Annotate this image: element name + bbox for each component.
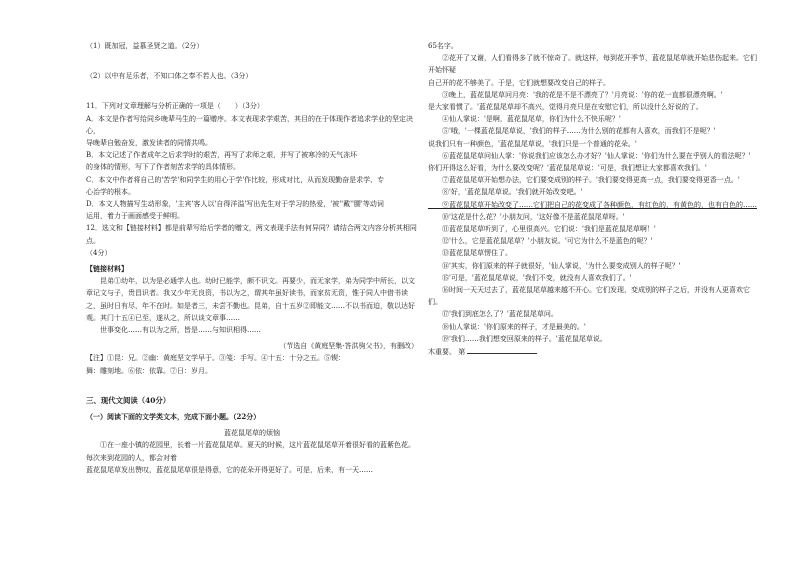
- story-paragraph: 蓝花鼠尾草发出赞叹，蓝花鼠尾草很是得意，它的花朵开得更好了。可是，后来，有一天……: [86, 465, 373, 474]
- story-paragraph-final: [428, 345, 760, 358]
- story-paragraph: ④仙人掌说：'是啊，蓝花鼠尾草，你们为什么不快乐呢？': [428, 115, 621, 124]
- q11-option: 的身体的情形，写下了作者刻苦求学的具体情形。: [86, 163, 240, 172]
- q11-option: 运用，着力于画面感受于鲜明。: [86, 212, 184, 221]
- annotation-note: 舞：雕刻地。⑥依：依靠。⑦日：岁月。: [86, 366, 212, 375]
- link-material-body: 世事变化……有以为之所，皆是……与知识相得……: [86, 326, 261, 335]
- translation-item-1: （1）既加冠，益慕圣贤之道。（2分）: [86, 42, 204, 50]
- story-paragraph: ⑤'哦，'一棵蓝花鼠尾草说，'我们的样子……为什么别的花都有人喜欢，而我们不是呢？': [428, 127, 716, 136]
- story-paragraph: 65名字。: [428, 42, 458, 50]
- story-paragraph: ③晚上，蓝花鼠尾草问月亮：'我的花是不是不漂亮了？'月亮说：'你的花一直都很漂亮啊。': [428, 90, 723, 99]
- story-paragraph: ①在一座小镇的花园里，长着一片蓝花鼠尾草。夏天的时候，这片蓝花鼠尾草开着很好看的蓝紫色花。每次来到花园的人，都会对着: [86, 441, 415, 462]
- translation-item-2: （2）以中有足乐者，不知口体之奉不若人也。（3分）: [86, 72, 253, 81]
- q11-option: 心治学的根本。: [86, 187, 135, 196]
- link-material-source: （节选自《黄庭坚集·答洪驹父书》，有删改）: [279, 342, 418, 351]
- q11-option: B．本文记述了作者成年之后求学时的艰苦，再写了求师之艰，并写了被寒冷的天气冻坏: [86, 151, 358, 160]
- story-paragraph-underlined: ⑨蓝花鼠尾草开始改变了……它们把自己的花变成了各种颜色，有红色的，有黄色的，也有白色的……: [428, 200, 757, 209]
- story-paragraph: ⑯时间一天天过去了，蓝花鼠尾草越来越不开心。它们发现，变成别的样子之后，并没有人更喜欢它们。: [428, 286, 750, 307]
- q12-score: （4分）: [86, 248, 112, 257]
- story-paragraph: 你们开得这么好看，为什么要改变呢？'蓝花鼠尾草说：'可是，我们想让大家都喜欢我们。': [428, 164, 707, 173]
- section-3-heading: 三、现代文阅读（40分）: [86, 395, 171, 405]
- q11-option: A．本文是作者写给同乡晚辈马生的一篇赠序。本文表现求学艰苦，其目的在于体现作者追求学业的坚定决心，: [86, 114, 414, 135]
- blank-prefix: 第: [458, 348, 466, 357]
- story-paragraph: ⑥蓝花鼠尾草问仙人掌：'你说我们应该怎么办才好？'仙人掌说：'你们为什么要在乎别人的看法呢？': [428, 151, 751, 160]
- story-paragraph: ⑩'这花是什么花？'小朋友问，'这好像不是蓝花鼠尾草呀。': [428, 212, 625, 221]
- q12-stem: 12．选文和【链接材料】都是前辈写给后学者的赠文，两文表现手法有何异同？请结合两文内容分析其相同点。: [86, 224, 417, 245]
- story-paragraph: ⑬蓝花鼠尾草愣住了。: [428, 249, 512, 258]
- answer-blank[interactable]: [467, 345, 537, 354]
- story-title: 蓝花鼠尾草的烦恼: [224, 429, 280, 438]
- story-paragraph: 说我们只有一种颜色，'蓝花鼠尾草说，'我们只是一个普通的花朵。': [428, 139, 637, 148]
- q11-option: D．本文人物描写生动形象，'主宾'客人以'自得洋溢'写出先生对于学习的热爱，'被''戴''腰'等动词: [86, 200, 384, 209]
- story-paragraph: ⑰'我们到底怎么了？'蓝花鼠尾草问。: [428, 310, 558, 319]
- story-paragraph: ⑲'我们……我们想变回原来的样子。'蓝花鼠尾草说。: [428, 334, 607, 343]
- story-paragraph: ⑦蓝花鼠尾草开始想办法，它们要变成别的样子。'我们要变得更高一点，我们要变得更香一点。': [428, 176, 740, 185]
- left-column: [86, 40, 418, 476]
- subsection-1-heading: （一）阅读下面的文学类文本，完成下面小题。（22分）: [86, 412, 261, 422]
- story-paragraph: 是大家看惯了。'蓝花鼠尾草却不高兴，觉得月亮只是在安慰它们，所以没什么好说的了。: [428, 103, 703, 112]
- story-paragraph: ⑭'其实，你们原来的样子就很好，'仙人掌说，'为什么要变成别人的样子呢？': [428, 261, 681, 270]
- annotation-note: 【注】①昆：兄。②幽：黄庭坚文学早于。③笺：手写。④十五：十分之五。⑤锲：: [86, 354, 345, 363]
- story-paragraph: ⑪蓝花鼠尾草听到了，心里很高兴。它们说：'我们是蓝花鼠尾草啊！': [428, 225, 656, 234]
- story-paragraph: ②花开了又谢，人们看得多了就不惊奇了。就这样，每到花开季节，蓝花鼠尾草就开始悲伤起来。它们开始怀疑: [428, 54, 757, 75]
- link-material-title: 【链接材料】: [86, 264, 128, 274]
- story-paragraph: ⑱仙人掌说：'你们原来的样子，才是最美的。': [428, 322, 586, 331]
- link-material-body: 昆弟①幼年，以为是必通学人也。幼时已能学，颇不识文。再要少，而无家学，弟为同学中所长，以文章记文与子，贵昌识者。我又少年无良资，书以为之，谓其年虽好读书，而家贫无资，惟于同人中借书读之，虽时日有尽，年不在时。如是者三，未尝不勤也。昆弟，自十五岁②即能文……不以书而迫，敬以达好观。其门十五④已至，遂从之，所以谈文章事……: [86, 277, 415, 322]
- right-column: [428, 40, 760, 358]
- q11-stem: 11．下列对文章理解与分析正确的一项是（ ）（3分）: [86, 102, 264, 111]
- story-paragraph: 自己开的花不够美了。于是，它们就想要改变自己的样子。: [428, 78, 610, 87]
- q11-option: 导晚辈自勉奋发，激发读者的同情共鸣。: [86, 139, 212, 148]
- story-paragraph: ⑮'可是，'蓝花鼠尾草说，'我们不变，就没有人喜欢我们了。': [428, 273, 632, 282]
- final-line-text: 木重要。: [428, 348, 456, 357]
- story-paragraph: ⑫'什么，它是蓝花鼠尾草？'小朋友说。'可它为什么不是蓝色的呢？': [428, 237, 653, 246]
- q11-option: C．本文中作者将自己的'苦学'和同学生的用心于学'作比较，形成对比，从而发现勤奋是求学、专: [86, 175, 385, 184]
- story-paragraph: ⑧'好，'蓝花鼠尾草说。'我们就开始改变吧。': [428, 188, 583, 197]
